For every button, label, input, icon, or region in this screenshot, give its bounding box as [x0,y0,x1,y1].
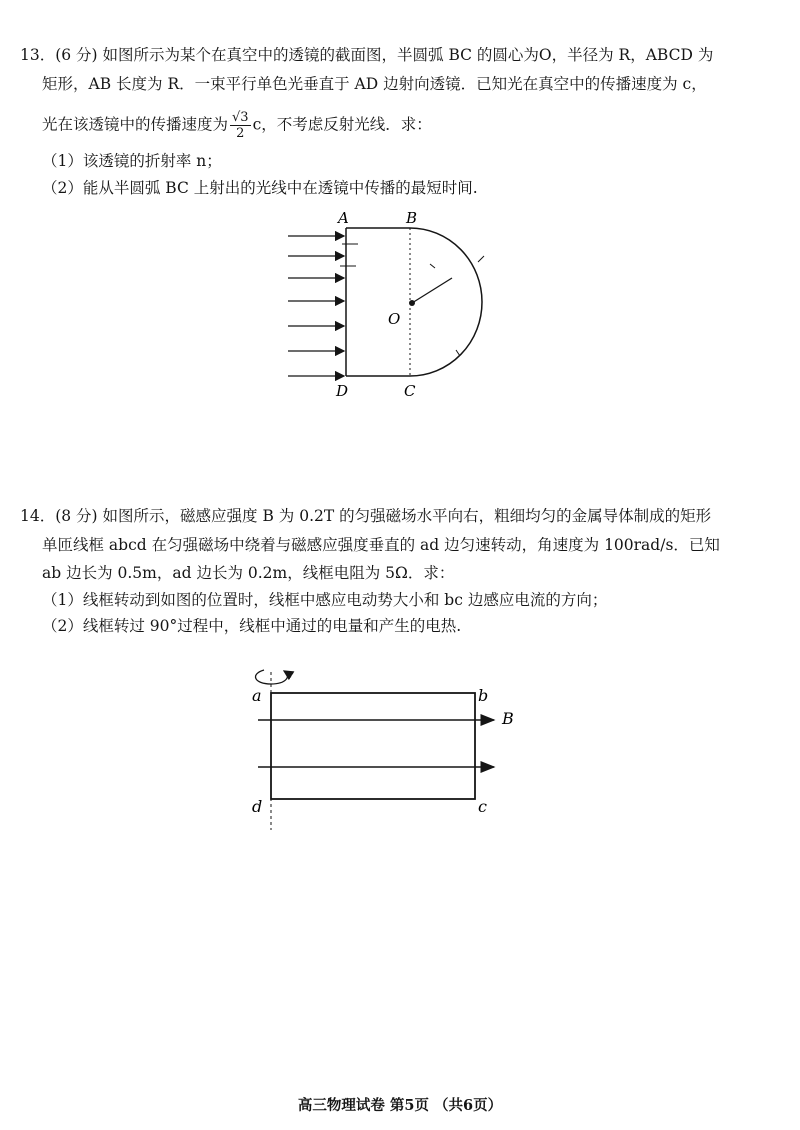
q13-line3-pre: 光在该透镜中的传播速度为 [42,115,229,134]
q13-sub1: （1）该透镜的折射率 n； [42,152,222,170]
center-point-o [409,300,415,306]
label-loop-b: b [478,686,489,705]
q14-sub2: （2）线框转过 90°过程中，线框中通过的电量和产生的电热. [42,617,462,635]
label-c: C [404,382,416,400]
q13-lens-figure [270,206,500,406]
q14-line2: 单匝线框 abcd 在匀强磁场中绕着与磁感应强度垂直的 ad 边匀速转动，角速度为 100rad/s．已知 [42,536,720,554]
rotation-arrow-icon [256,670,288,684]
q13-line3 [42,110,432,141]
q13-fraction-numerator: √3 [232,110,249,125]
rectangular-loop [271,693,475,799]
label-b: B [406,209,418,227]
q13-line2: 矩形，AB 长度为 R．一束平行单色光垂直于 AD 边射向透镜．已知光在真空中的传播速度为 c， [42,75,707,93]
label-o: O [388,310,401,328]
q14-sub1: （1）线框转动到如图的位置时，线框中感应电动势大小和 bc 边感应电流的方向； [42,591,608,609]
label-loop-d: d [252,797,263,816]
label-loop-a: a [252,686,262,705]
q14-line1: 14．(8 分) 如图所示，磁感应强度 B 为 0.2T 的匀强磁场水平向右，粗细均匀的金属导体制成的矩形 [20,507,712,525]
label-loop-c: c [478,797,487,816]
incident-light-rays [288,236,344,376]
label-d: D [336,382,349,400]
label-field-b: B [502,709,514,728]
q13-line1: 13．(6 分) 如图所示为某个在真空中的透镜的截面图，半圆弧 BC 的圆心为O，半径为 R，ABCD 为 [20,46,714,64]
radius-line [412,278,452,303]
q14-loop-figure [240,660,540,835]
label-a: A [338,209,349,227]
q13-line3-post: c，不考虑反射光线．求： [252,115,432,134]
q13-sub2: （2）能从半圆弧 BC 上射出的光线中在透镜中传播的最短时间. [42,179,478,197]
q14-line3: ab 边长为 0.5m，ad 边长为 0.2m，线框电阻为 5Ω．求： [42,564,455,582]
q13-speed-fraction [230,110,251,141]
q13-fraction-denominator: 2 [236,126,245,141]
page-footer: 高三物理试卷 第5页 （共6页） [297,1097,503,1114]
